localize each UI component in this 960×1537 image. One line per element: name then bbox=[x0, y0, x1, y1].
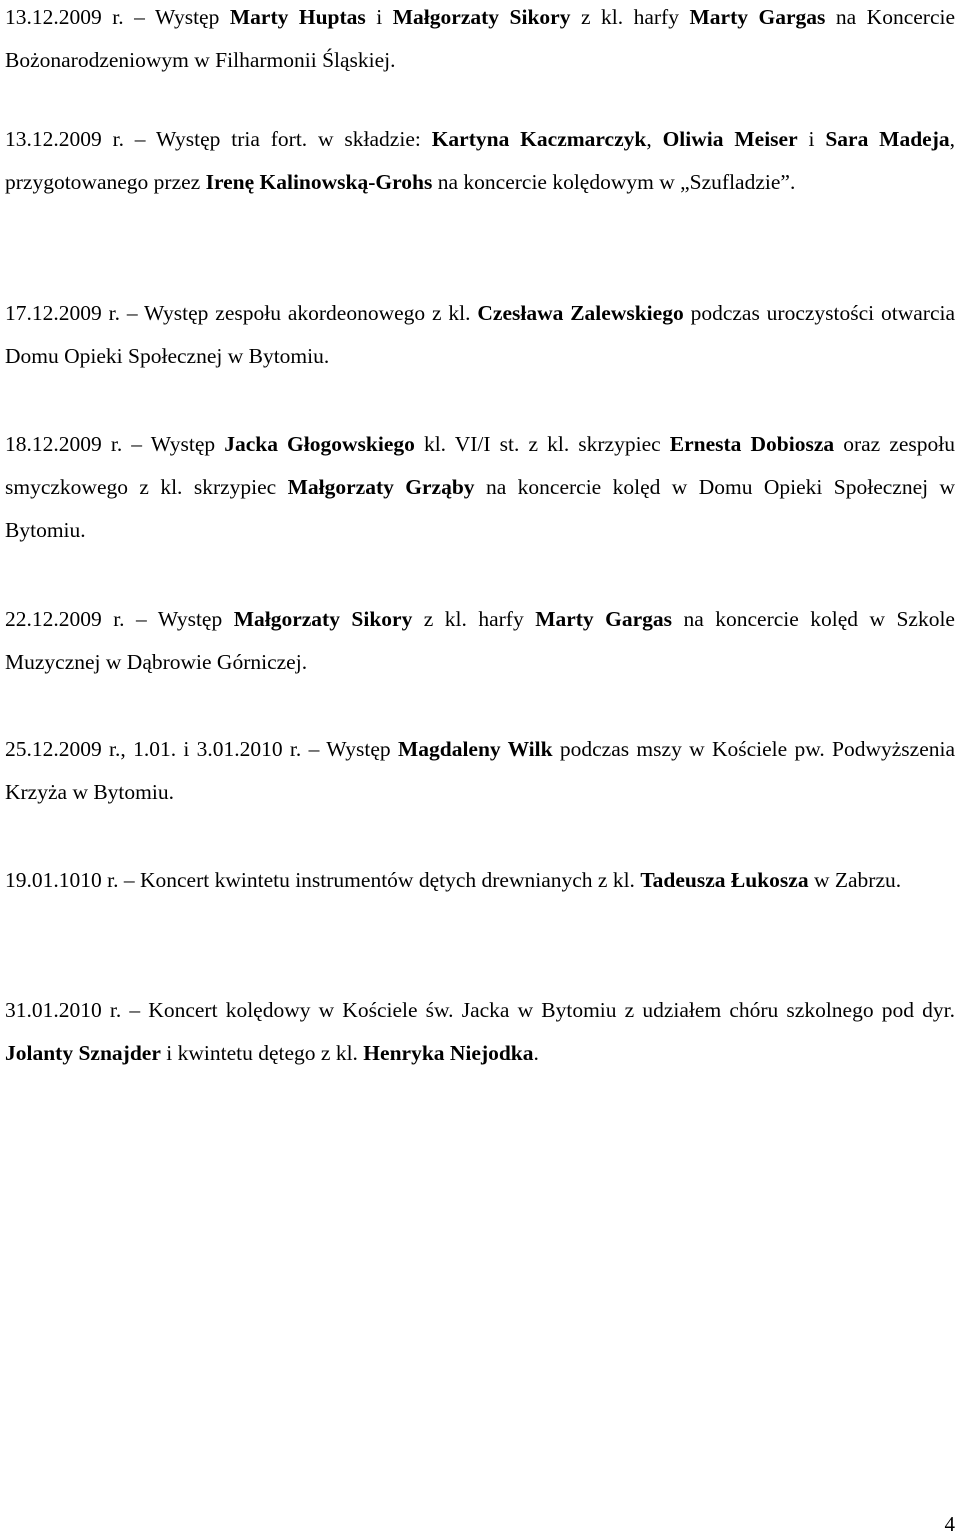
entry-text: 17.12.2009 r. – Występ zespołu akordeonowego z kl. bbox=[5, 301, 478, 325]
teacher-name: Ernesta Dobiosza bbox=[669, 432, 835, 456]
performer-name: Małgorzaty Sikory bbox=[392, 5, 571, 29]
entry-text: i bbox=[797, 127, 826, 151]
entry-text: z kl. harfy bbox=[412, 607, 536, 631]
teacher-name: Czesława Zalewskiego bbox=[477, 301, 684, 325]
entry-text: 13.12.2009 r. – Występ tria fort. w składzie: bbox=[5, 127, 432, 151]
entry-text: 25.12.2009 r., 1.01. i 3.01.2010 r. – Występ bbox=[5, 737, 398, 761]
event-entry-4 bbox=[5, 423, 955, 552]
entry-text: . bbox=[533, 1041, 539, 1065]
teacher-name: Tadeusza Łukosza bbox=[640, 868, 809, 892]
entry-text: 18.12.2009 r. – Występ bbox=[5, 432, 225, 456]
performer-name: Sara Madeja bbox=[825, 127, 950, 151]
entry-text: oraz zespołu smyczkowego z kl. skrzypiec bbox=[5, 432, 955, 499]
performer-name: Małgorzaty Sikory bbox=[233, 607, 413, 631]
entry-text: podczas mszy w Kościele pw. Podwyższenia Krzyża w Bytomiu. bbox=[5, 737, 956, 804]
entry-text: i kwintetu dętego z kl. bbox=[160, 1041, 364, 1065]
performer-name: Magdaleny Wilk bbox=[397, 737, 553, 761]
entry-text: podczas uroczystości otwarcia Domu Opieki Społecznej w Bytomiu. bbox=[5, 301, 956, 368]
event-entry-3 bbox=[5, 292, 955, 378]
entry-text: na koncercie kolęd w Szkole Muzycznej w Dąbrowie Górniczej. bbox=[5, 607, 955, 674]
entry-text: 13.12.2009 r. – Występ bbox=[5, 5, 230, 29]
teacher-name: Małgorzaty Grząby bbox=[287, 475, 475, 499]
entry-text: w Zabrzu. bbox=[808, 868, 902, 892]
performer-name: Kartyna Kaczmarczyk bbox=[431, 127, 647, 151]
entry-text: kl. VI/I st. z kl. skrzypiec bbox=[414, 432, 670, 456]
event-entry-8 bbox=[5, 989, 955, 1075]
entry-text: z kl. harfy bbox=[570, 5, 690, 29]
event-entry-6 bbox=[5, 728, 955, 814]
teacher-name: Irenę Kalinowską-Grohs bbox=[205, 170, 433, 194]
event-entry-5 bbox=[5, 598, 955, 684]
page-number: 4 bbox=[944, 1512, 955, 1536]
entry-text: 31.01.2010 r. – Koncert kolędowy w Kościele św. Jacka w Bytomiu z udziałem chóru szkolnego pod dyr. bbox=[5, 998, 955, 1022]
teacher-name: Marty Gargas bbox=[535, 607, 673, 631]
entry-text: na Koncercie Bożonarodzeniowym w Filharmonii Śląskiej. bbox=[5, 5, 955, 72]
entry-text: , przygotowanego przez bbox=[5, 127, 955, 194]
event-entry-2 bbox=[5, 118, 955, 204]
performer-name: Marty Huptas bbox=[229, 5, 366, 29]
teacher-name: Marty Gargas bbox=[689, 5, 826, 29]
entry-text: na koncercie kolęd w Domu Opieki Społecznej w Bytomiu. bbox=[5, 475, 956, 542]
performer-name: Oliwia Meiser bbox=[662, 127, 798, 151]
entry-text: 22.12.2009 r. – Występ bbox=[5, 607, 234, 631]
entry-text: , bbox=[646, 127, 663, 151]
performer-name: Jacka Głogowskiego bbox=[224, 432, 415, 456]
event-entry-1 bbox=[5, 0, 955, 82]
entry-text: 19.01.1010 r. – Koncert kwintetu instrumentów dętych drewnianych z kl. bbox=[5, 868, 641, 892]
entry-text: na koncercie kolędowym w „Szufladzie”. bbox=[432, 170, 796, 194]
entry-text: i bbox=[365, 5, 393, 29]
teacher-name: Henryka Niejodka bbox=[363, 1041, 534, 1065]
event-entry-7 bbox=[5, 859, 955, 902]
teacher-name: Jolanty Sznajder bbox=[5, 1041, 161, 1065]
